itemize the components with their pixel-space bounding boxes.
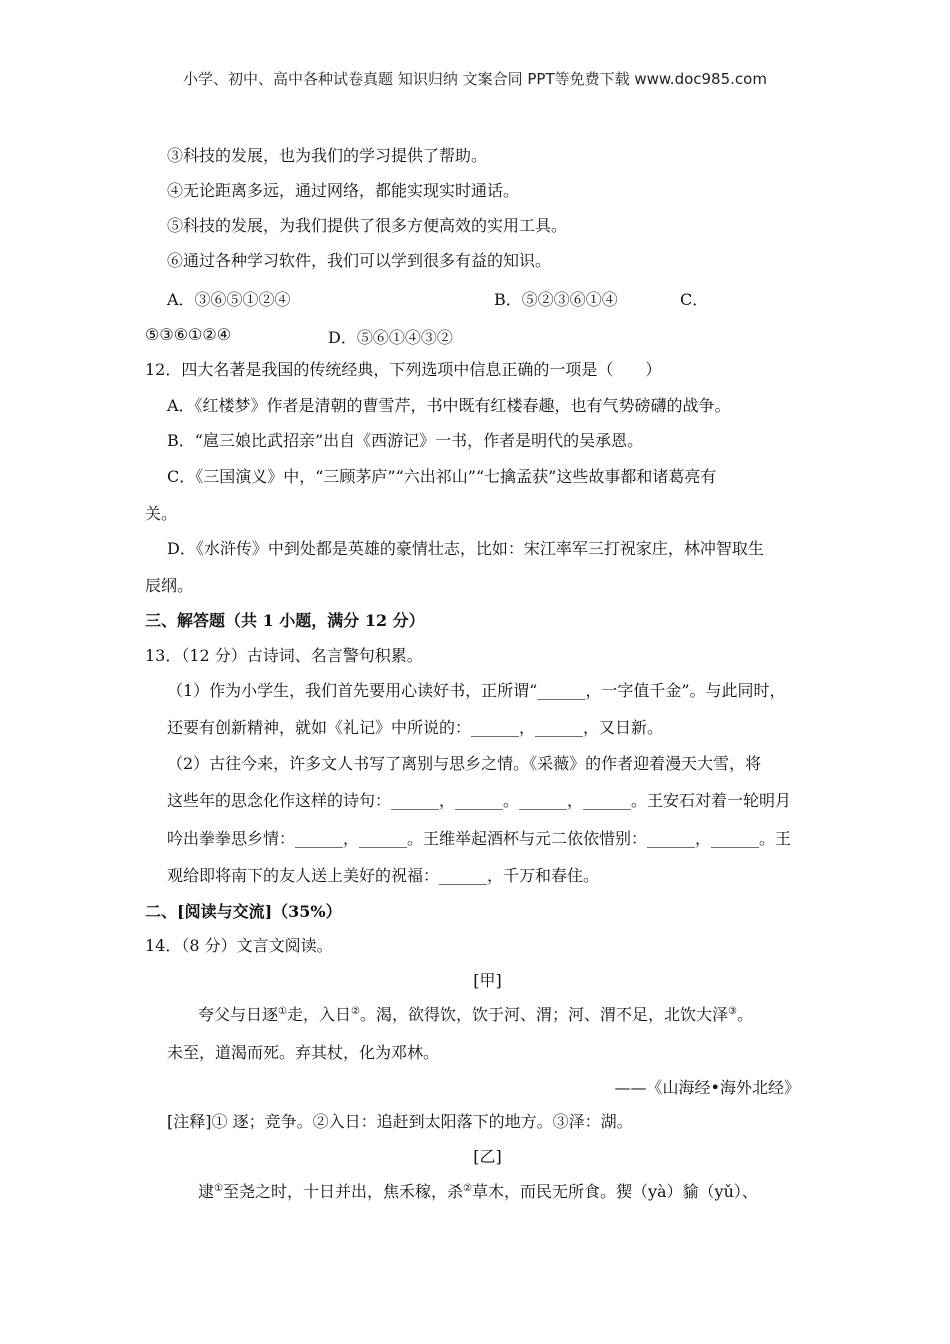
q12-option-c-line1: C．《三国演义》中，“三顾茅庐”“六出祁山”“七擒孟获”这些故事都和诸葛亮有 (167, 467, 717, 486)
passage-jia-notes: [注释]① 逐；竞争。②入日：追赶到太阳落下的地方。③泽：湖。 (167, 1112, 633, 1131)
passage-jia-text-a: 夸父与日逐 (198, 1005, 279, 1024)
q11-option-c-value: ⑤③⑥①②④ (145, 325, 232, 344)
q11-item-4: ④无论距离多远，通过网络，都能实现实时通话。 (167, 181, 520, 200)
q12-option-d-line1: D．《水浒传》中到处都是英雄的豪情壮志，比如：宋江率军三打祝家庄，林冲智取生 (167, 539, 764, 558)
q12-option-a: A．《红楼梦》作者是清朝的曹雪芹，书中既有红楼春趣，也有气势磅礴的战争。 (167, 396, 731, 415)
note-ref-2: ② (351, 1006, 360, 1017)
passage-jia-source: ——《山海经•海外北经》 (614, 1078, 800, 1097)
q11-option-b: B．⑤②③⑥①④ (494, 290, 618, 309)
passage-jia-text-c: 。渴，欲得饮，饮于河、渭；河、渭不足，北饮大泽 (359, 1005, 728, 1024)
q11-option-c-label: C． (680, 290, 709, 309)
passage-yi-title: [乙] (473, 1147, 502, 1166)
note-ref-1: ① (278, 1006, 287, 1017)
note-ref-yi-1: ① (214, 1183, 223, 1194)
q11-item-3: ③科技的发展，也为我们的学习提供了帮助。 (167, 146, 488, 165)
q12-stem: 12．四大名著是我国的传统经典，下列选项中信息正确的一项是（ ） (145, 360, 662, 379)
q13-part2-line3: 吟出拳拳思乡情：______，______。王维举起酒杯与元二依依惜别：______，______。王 (167, 829, 792, 848)
q13-part1-line1: （1）作为小学生，我们首先要用心读好书，正所谓“______，一字值千金”。与此同时， (167, 681, 786, 700)
passage-jia-text-b: 走，入日 (286, 1005, 351, 1024)
q12-option-b: B．“扈三娘比武招亲”出自《西游记》一书，作者是明代的吴承恩。 (167, 431, 644, 450)
q13-part2-line4: 观给即将南下的友人送上美好的祝福：______，千万和春住。 (167, 866, 600, 885)
section-3-heading: 三、解答题（共 1 小题，满分 12 分） (145, 611, 425, 630)
passage-yi-text-b: 至尧之时，十日并出，焦禾稼，杀 (222, 1182, 463, 1201)
passage-yi-text-a: 逮 (198, 1182, 215, 1201)
q12-option-c-line2: 关。 (145, 504, 178, 523)
passage-yi-line1 (198, 1182, 758, 1202)
passage-yi-text-c: 草木，而民无所食。猰（yà）貐（yǔ）、 (471, 1182, 758, 1201)
passage-jia-text-d: 。 (736, 1005, 753, 1024)
q12-option-d-line2: 辰纲。 (145, 576, 194, 595)
note-ref-3: ③ (727, 1006, 737, 1017)
passage-jia-line1 (198, 1005, 753, 1025)
q11-option-a: A．③⑥⑤①②④ (167, 290, 291, 309)
q13-part2-line1: （2）古往今来，许多文人书写了离别与思乡之情。《采薇》的作者迎着漫天大雪，将 (167, 754, 762, 773)
note-ref-yi-2: ② (463, 1183, 472, 1194)
section-2-heading: 二、[阅读与交流]（35%） (145, 902, 342, 921)
passage-jia-title: [甲] (473, 971, 502, 990)
q11-item-6: ⑥通过各种学习软件，我们可以学到很多有益的知识。 (167, 251, 552, 270)
q13-part2-line2: 这些年的思念化作这样的诗句：______，______。______，______。王安石对着一轮明月 (167, 791, 792, 810)
q11-option-d: D．⑤⑥①④③② (328, 328, 453, 347)
q11-item-5: ⑤科技的发展，为我们提供了很多方便高效的实用工具。 (167, 216, 568, 235)
q13-part1-line2: 还要有创新精神，就如《礼记》中所说的：______，______，又日新。 (167, 718, 664, 737)
passage-jia-line2: 未至，道渴而死。弃其杖，化为邓林。 (167, 1043, 440, 1062)
site-header: 小学、初中、高中各种试卷真题 知识归纳 文案合同 PPT等免费下载 www.doc985.com (183, 70, 767, 88)
q13-stem: 13．（12 分）古诗词、名言警句积累。 (145, 646, 423, 665)
q14-stem: 14．（8 分）文言文阅读。 (145, 936, 333, 955)
